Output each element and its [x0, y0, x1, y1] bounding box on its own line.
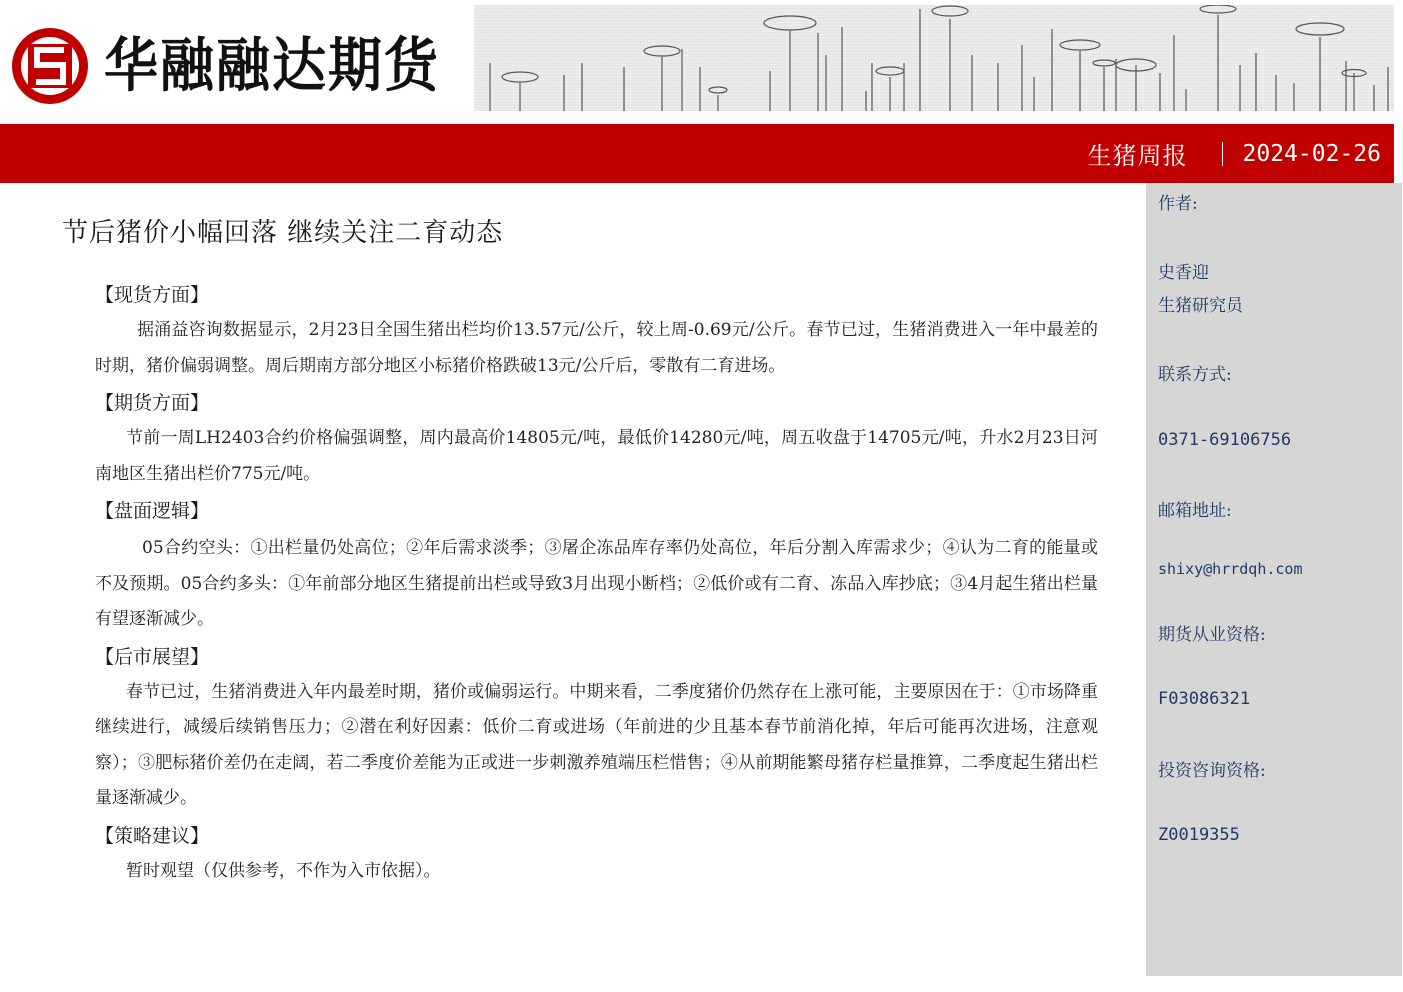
brand-name: 华融融达期货 — [104, 31, 440, 100]
hrrd-seal-logo-icon — [10, 26, 90, 106]
author-sidebar — [1146, 183, 1402, 976]
section-outlook — [95, 639, 1098, 817]
report-title-bar — [0, 124, 1394, 183]
report-header — [0, 0, 1403, 124]
title-separator — [1222, 142, 1223, 166]
report-headline: 节后猪价小幅回落 继续关注二育动态 — [62, 218, 504, 248]
section-futures — [95, 385, 1098, 492]
author-name: 史香迎 — [1158, 263, 1209, 283]
email-label: 邮箱地址: — [1158, 501, 1232, 521]
brand-logo — [10, 24, 440, 108]
section-paragraph: 据涌益咨询数据显示，2月23日全国生猪出栏均价13.57元/公斤，较上周-0.69元/公斤。春节已过，生猪消费进入一年中最差的时期，猪价偏弱调整。周后期南方部分地区小标猪价格跌破13元/公斤后，零散有二育进场。 — [95, 320, 1098, 376]
contact-label: 联系方式: — [1158, 365, 1232, 385]
futures-cert-label: 期货从业资格: — [1158, 625, 1266, 645]
section-spot — [95, 277, 1098, 384]
section-paragraph: 05合约空头：①出栏量仍处高位；②年后需求淡季；③屠企冻品库存率仍处高位，年后分割入库需求少；④认为二育的能量或不及预期。05合约多头：①年前部分地区生猪提前出栏或导致3月出现小断档；②低价或有二育、冻品入库抄底；③4月起生猪出栏量有望逐渐减少。 — [95, 538, 1098, 629]
report-body — [0, 183, 1146, 983]
section-market-logic — [95, 493, 1098, 638]
section-title: 【后市展望】 — [95, 645, 210, 668]
section-title: 【现货方面】 — [95, 284, 210, 306]
section-paragraph: 暂时观望（仅供参考，不作为入市依据）。 — [126, 860, 441, 881]
section-paragraph: 春节已过，生猪消费进入年内最差时期，猪价或偏弱运行。中期来看，二季度猪价仍然存在上涨可能，主要原因在于：①市场降重继续进行，减缓后续销售压力；②潜在利好因素：低价二育或进场（年前进的少且基本春节前消化掉，年后可能再次进场，注意观察）；③肥标猪价差仍在走阔，若二季度价差能为正或进一步刺激养殖端压栏惜售；④从前期能繁母猪存栏量推算，二季度起生猪出栏量逐渐减少。 — [95, 681, 1098, 808]
email-address[interactable]: shixy@hrrdqh.com — [1158, 560, 1303, 578]
section-strategy — [95, 818, 1098, 890]
section-title: 【盘面逻辑】 — [95, 500, 210, 522]
contact-phone: 0371-69106756 — [1158, 430, 1292, 450]
banner-decoration — [474, 5, 1394, 111]
report-date: 2024-02-26 — [1242, 140, 1381, 167]
report-type: 生猪周报 — [1087, 142, 1188, 170]
section-title: 【策略建议】 — [95, 824, 210, 847]
advisory-cert-label: 投资咨询资格: — [1158, 761, 1266, 781]
author-role: 生猪研究员 — [1158, 296, 1243, 316]
futures-cert-number: F03086321 — [1158, 689, 1251, 709]
report-article — [95, 277, 1098, 890]
section-title: 【期货方面】 — [95, 392, 210, 414]
author-label: 作者: — [1158, 194, 1198, 214]
section-paragraph: 节前一周LH2403合约价格偏强调整，周内最高价14805元/吨，最低价14280元/吨，周五收盘于14705元/吨，升水2月23日河南地区生猪出栏价775元/吨。 — [95, 428, 1098, 484]
advisory-cert-number: Z0019355 — [1158, 825, 1240, 845]
